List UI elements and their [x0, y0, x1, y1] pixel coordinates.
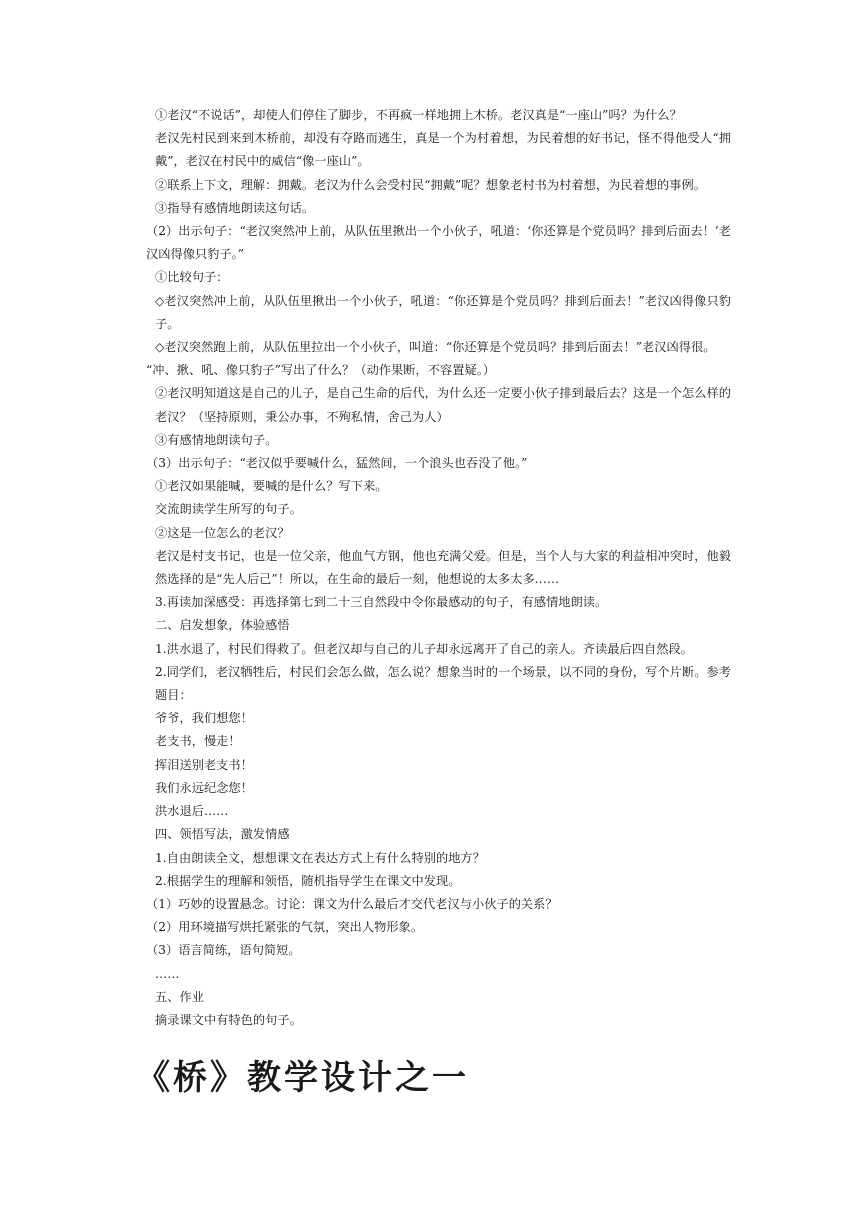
- paragraph-line: ①老汉如果能喊，要喊的是什么？写下来。: [155, 479, 388, 494]
- paragraph-line: 洪水退后……: [155, 804, 229, 819]
- paragraph-line: ②老汉明知道这是自己的儿子，是自己生命的后代，为什么还一定要小伙子排到最后去？这是一个怎么样的老汉？（坚持原则，秉公办事，不殉私情，舍己为人）: [155, 386, 731, 424]
- paragraph-line: （3）出示句子：“老汉似乎要喊什么，猛然间，一个浪头也吞没了他。”: [146, 456, 528, 471]
- paragraph-line: ……: [155, 966, 180, 981]
- document-title: 《桥》教学设计之一: [136, 1058, 469, 1098]
- paragraph-line: 1.自由朗读全文，想想课文在表达方式上有什么特别的地方？: [155, 850, 485, 865]
- paragraph-line: 1.洪水退了，村民们得救了。但老汉却与自己的儿子却永远离开了自己的亲人。齐读最后四自然段。: [155, 641, 693, 656]
- paragraph-line: 2.同学们，老汉牺牲后，村民们会怎么做，怎么说？想象当时的一个场景，以不同的身份，写个片断。参考题目：: [155, 664, 731, 703]
- paragraph-line: ③指导有感情地朗读这句话。: [155, 200, 315, 215]
- paragraph-line: 二、启发想象，体验感悟: [155, 618, 290, 633]
- paragraph-line: （2）用环境描写烘托紧张的气氛，突出人物形象。: [146, 920, 424, 935]
- paragraph-line: 老汉是村支书记，也是一位父亲，他血气方钢，他也充满父爱。但是，当个人与大家的利益相冲突时，他毅然选择的是“先人后己”！所以，在生命的最后一刻，他想说的太多太多……: [155, 548, 731, 587]
- paragraph-line: ③有感情地朗读句子。: [155, 432, 278, 447]
- paragraph-line: 爷爷，我们想您！: [155, 711, 253, 726]
- paragraph-line: 我们永远纪念您！: [155, 780, 253, 795]
- paragraph-line: ②这是一位怎么的老汉？: [155, 525, 290, 540]
- paragraph-line: （2）出示句子：“老汉突然冲上前，从队伍里揪出一个小伙子，吼道：‘你还算是个党员吗？排到后面去！’老汉凶得像只豹子。”: [146, 224, 731, 262]
- paragraph-line: 3.再读加深感受：再选择第七到二十三自然段中令你最感动的句子，有感情地朗读。: [155, 595, 608, 610]
- paragraph-line: ①比较句子：: [155, 270, 229, 285]
- paragraph-line: 挥泪送别老支书！: [155, 757, 253, 772]
- paragraph-line: 老汉先村民到来到木桥前，却没有夺路而逃生，真是一个为村着想，为民着想的好书记，怪不得他受人“拥戴”，老汉在村民中的威信“像一座山”。: [155, 131, 731, 169]
- paragraph-line: ◇老汉突然跑上前，从队伍里拉出一个小伙子，叫道：“你还算是个党员吗？排到后面去！”老汉凶得很。: [155, 340, 716, 355]
- document-body: [131, 104, 731, 1032]
- paragraph-line: ①老汉“不说话”，却使人们停住了脚步，不再疯一样地拥上木桥。老汉真是“一座山”吗？为什么？: [155, 108, 682, 122]
- paragraph-line: 交流朗读学生所写的句子。: [155, 502, 302, 517]
- paragraph-line: “冲、揪、吼、像只豹子”写出了什么？（动作果断，不容置疑。）: [146, 363, 496, 378]
- paragraph-line: 老支书，慢走！: [155, 734, 241, 749]
- paragraph-line: 四、领悟写法，激发情感: [155, 827, 290, 842]
- paragraph-line: （3）语言简练，语句简短。: [146, 943, 301, 958]
- paragraph-line: （1）巧妙的设置悬念。讨论：课文为什么最后才交代老汉与小伙子的关系？: [146, 896, 558, 911]
- paragraph-line: ②联系上下文，理解：拥戴。老汉为什么会受村民“拥戴”呢？想象老村书为村着想，为民着想的事例。: [155, 177, 707, 192]
- paragraph-line: 摘录课文中有特色的句子。: [155, 1012, 302, 1027]
- paragraph-line: ◇老汉突然冲上前，从队伍里揪出一个小伙子，吼道：“你还算是个党员吗？排到后面去！”老汉凶得像只豹子。: [155, 293, 731, 331]
- paragraph-line: 2.根据学生的理解和领悟，随机指导学生在课文中发现。: [155, 873, 461, 888]
- paragraph-line: 五、作业: [155, 989, 204, 1004]
